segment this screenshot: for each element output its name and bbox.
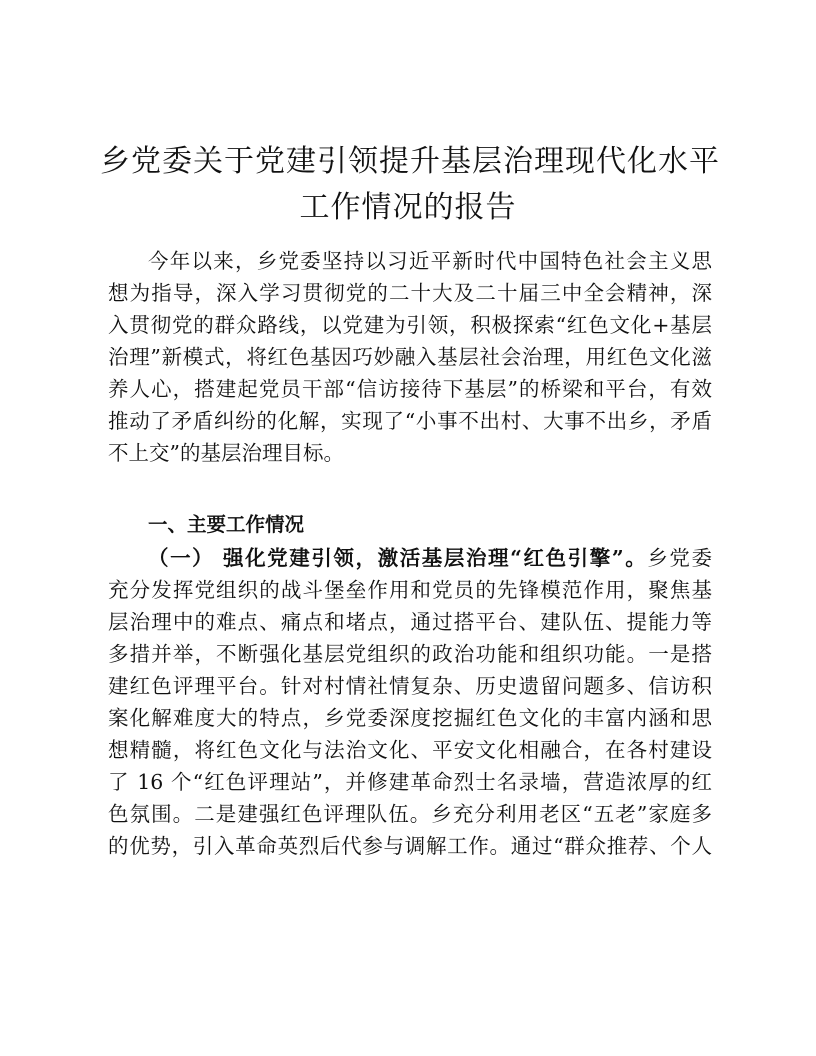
subsection-paragraph-line: 色氛围。二是建强红色评理队伍。乡充分利用老区“五老”家庭多: [108, 802, 712, 826]
subsection-paragraph-line: 案化解难度大的特点，乡党委深度挖掘红色文化的丰富内涵和思: [108, 706, 712, 730]
document-title-line-2: 工作情况的报告: [299, 190, 517, 225]
intro-paragraph-line: 今年以来，乡党委坚持以习近平新时代中国特色社会主义思: [148, 249, 712, 273]
subsection-lead-rest: 乡党委: [647, 546, 713, 570]
document-title-line-1: 乡党委关于党建引领提升基层治理现代化水平: [100, 144, 720, 179]
subsection-paragraph-line: 多措并举，不断强化基层党组织的政治功能和组织功能。一是搭: [108, 642, 712, 666]
intro-paragraph-line: 推动了矛盾纠纷的化解，实现了“小事不出村、大事不出乡，矛盾: [108, 409, 712, 433]
intro-paragraph-line: 想为指导，深入学习贯彻党的二十大及二十届三中全会精神，深: [108, 281, 712, 305]
subsection-paragraph-line: 层治理中的难点、痛点和堵点，通过搭平台、建队伍、提能力等: [108, 610, 712, 634]
subsection-paragraph-line: 了 16 个“红色评理站”，并修建革命烈士名录墙，营造浓厚的红: [108, 770, 712, 794]
subsection-paragraph-line: 建红色评理平台。针对村情社情复杂、历史遗留问题多、信访积: [108, 674, 712, 698]
subsection-paragraph-line: 的优势，引入革命英烈后代参与调解工作。通过“群众推荐、个人: [108, 834, 712, 858]
subsection-lead: （一） 强化党建引领，激活基层治理“红色引擎”。: [148, 546, 648, 570]
intro-paragraph-line: 治理”新模式，将红色基因巧妙融入基层社会治理，用红色文化滋: [108, 345, 712, 369]
intro-paragraph-line: 不上交”的基层治理目标。: [108, 441, 344, 465]
subsection-paragraph-line: 想精髓，将红色文化与法治文化、平安文化相融合，在各村建设: [108, 738, 712, 762]
subsection-first-line: [148, 542, 712, 574]
intro-paragraph-line: 入贯彻党的群众路线，以党建为引领，积极探索“红色文化+基层: [108, 313, 712, 337]
intro-paragraph-line: 养人心，搭建起党员干部“信访接待下基层”的桥梁和平台，有效: [108, 377, 712, 401]
section-heading: 一、主要工作情况: [148, 513, 305, 536]
subsection-paragraph-line: 充分发挥党组织的战斗堡垒作用和党员的先锋模范作用，聚焦基: [108, 578, 712, 602]
